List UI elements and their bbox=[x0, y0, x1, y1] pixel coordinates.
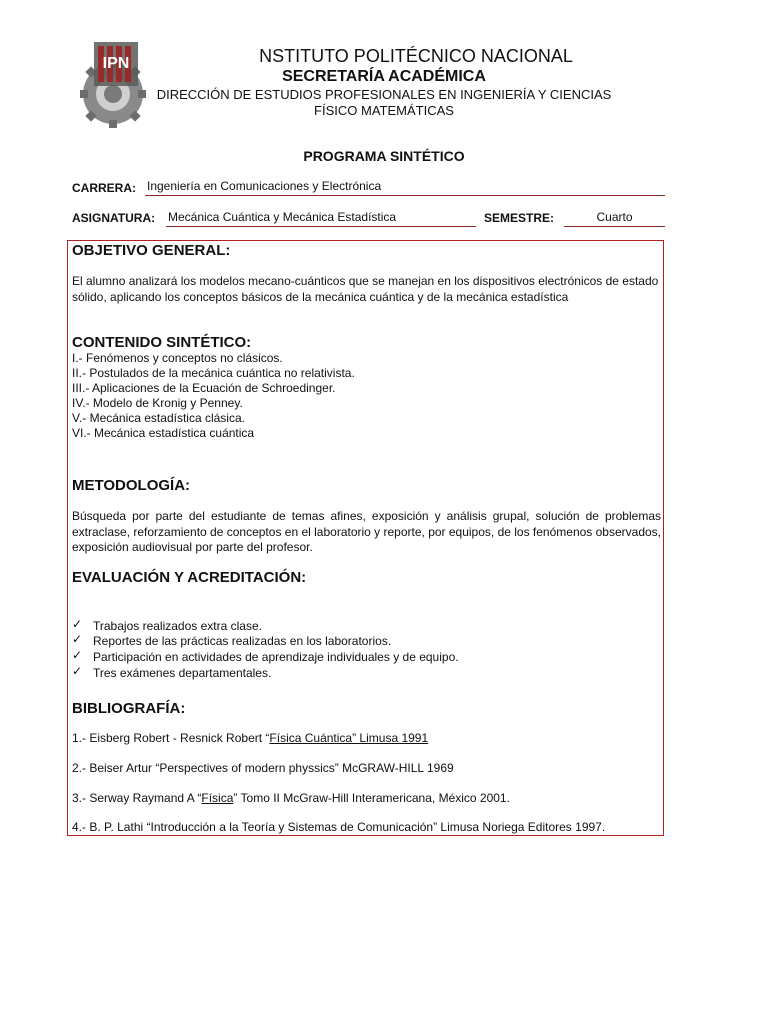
direction-line-2: FÍSICO MATEMÁTICAS bbox=[314, 103, 454, 118]
logo-text: IPN bbox=[102, 55, 130, 72]
bibliography-entry bbox=[72, 820, 605, 834]
bibliography-entry bbox=[72, 761, 454, 775]
check-icon: ✓ bbox=[72, 664, 83, 678]
secretariat-name: SECRETARÍA ACADÉMICA bbox=[282, 68, 486, 85]
direction-line-1: DIRECCIÓN DE ESTUDIOS PROFESIONALES EN INGENIERÍA Y CIENCIAS bbox=[156, 87, 612, 102]
asignatura-field bbox=[166, 210, 476, 227]
contenido-item: III.- Aplicaciones de la Ecuación de Schroedinger. bbox=[72, 381, 336, 395]
metodologia-text: Búsqueda por parte del estudiante de temas afines, exposición y análisis grupal, solución de problemas extraclase, reforzamiento de conceptos en el laboratorio y reporte, por equipos, de los fenómenos observados, exposición audiovisual por parte del profesor. bbox=[72, 509, 662, 554]
institute-name: NSTITUTO POLITÉCNICO NACIONAL bbox=[259, 46, 573, 66]
evaluacion-item: Trabajos realizados extra clase. bbox=[93, 619, 262, 633]
asignatura-value: Mecánica Cuántica y Mecánica Estadística bbox=[168, 210, 397, 224]
bib-underlined: Física bbox=[201, 791, 234, 805]
contenido-title: CONTENIDO SINTÉTICO: bbox=[72, 334, 252, 351]
objetivo-text: El alumno analizará los modelos mecano-cuánticos que se manejan en los dispositivos electrónicos de estado sólido, aplicando los conceptos básicos de la mecánica cuántica y de la mecánica estadística bbox=[72, 274, 659, 304]
bib-prefix: 4.- B. P. Lathi “Introducción a la Teoría y Sistemas de Comunicación” Limusa Noriega Editores 1997. bbox=[72, 820, 606, 834]
carrera-label: CARRERA: bbox=[72, 181, 136, 195]
semestre-value: Cuarto bbox=[596, 210, 633, 224]
bibliography-entry bbox=[72, 791, 510, 805]
semestre-label: SEMESTRE: bbox=[484, 211, 555, 225]
check-icon: ✓ bbox=[72, 617, 83, 631]
contenido-item: I.- Fenómenos y conceptos no clásicos. bbox=[72, 351, 283, 365]
bib-suffix: ” Tomo II McGraw-Hill Interamericana, México 2001. bbox=[233, 791, 510, 805]
contenido-item: V.- Mecánica estadística clásica. bbox=[72, 411, 245, 425]
bibliografia-title: BIBLIOGRAFÍA: bbox=[72, 700, 186, 717]
bib-prefix: 1.- Eisberg Robert - Resnick Robert “ bbox=[72, 731, 270, 745]
carrera-field bbox=[145, 179, 665, 196]
evaluacion-item: Participación en actividades de aprendizaje individuales y de equipo. bbox=[93, 650, 459, 664]
evaluacion-title: EVALUACIÓN Y ACREDITACIÓN: bbox=[72, 569, 307, 586]
metodologia-title: METODOLOGÍA: bbox=[72, 477, 191, 494]
document-title: PROGRAMA SINTÉTICO bbox=[303, 148, 465, 164]
evaluacion-item: Tres exámenes departamentales. bbox=[93, 666, 272, 680]
contenido-item: II.- Postulados de la mecánica cuántica no relativista. bbox=[72, 366, 355, 380]
contenido-item: VI.- Mecánica estadística cuántica bbox=[72, 426, 255, 440]
semestre-field bbox=[564, 210, 665, 227]
check-icon: ✓ bbox=[72, 648, 83, 662]
bib-prefix: 3.- Serway Raymand A “ bbox=[72, 791, 202, 805]
asignatura-label: ASIGNATURA: bbox=[72, 211, 156, 225]
bibliography-entry bbox=[72, 731, 428, 745]
evaluacion-item: Reportes de las prácticas realizadas en los laboratorios. bbox=[93, 634, 392, 648]
check-icon: ✓ bbox=[72, 632, 83, 646]
contenido-item: IV.- Modelo de Kronig y Penney. bbox=[72, 396, 243, 410]
objetivo-title: OBJETIVO GENERAL: bbox=[72, 242, 231, 259]
bib-underlined: Física Cuántica” Limusa 1991 bbox=[269, 731, 429, 745]
bib-prefix: 2.- Beiser Artur “Perspectives of modern physsics” McGRAW-HILL 1969 bbox=[72, 761, 454, 775]
carrera-value: Ingeniería en Comunicaciones y Electrónica bbox=[147, 179, 382, 193]
